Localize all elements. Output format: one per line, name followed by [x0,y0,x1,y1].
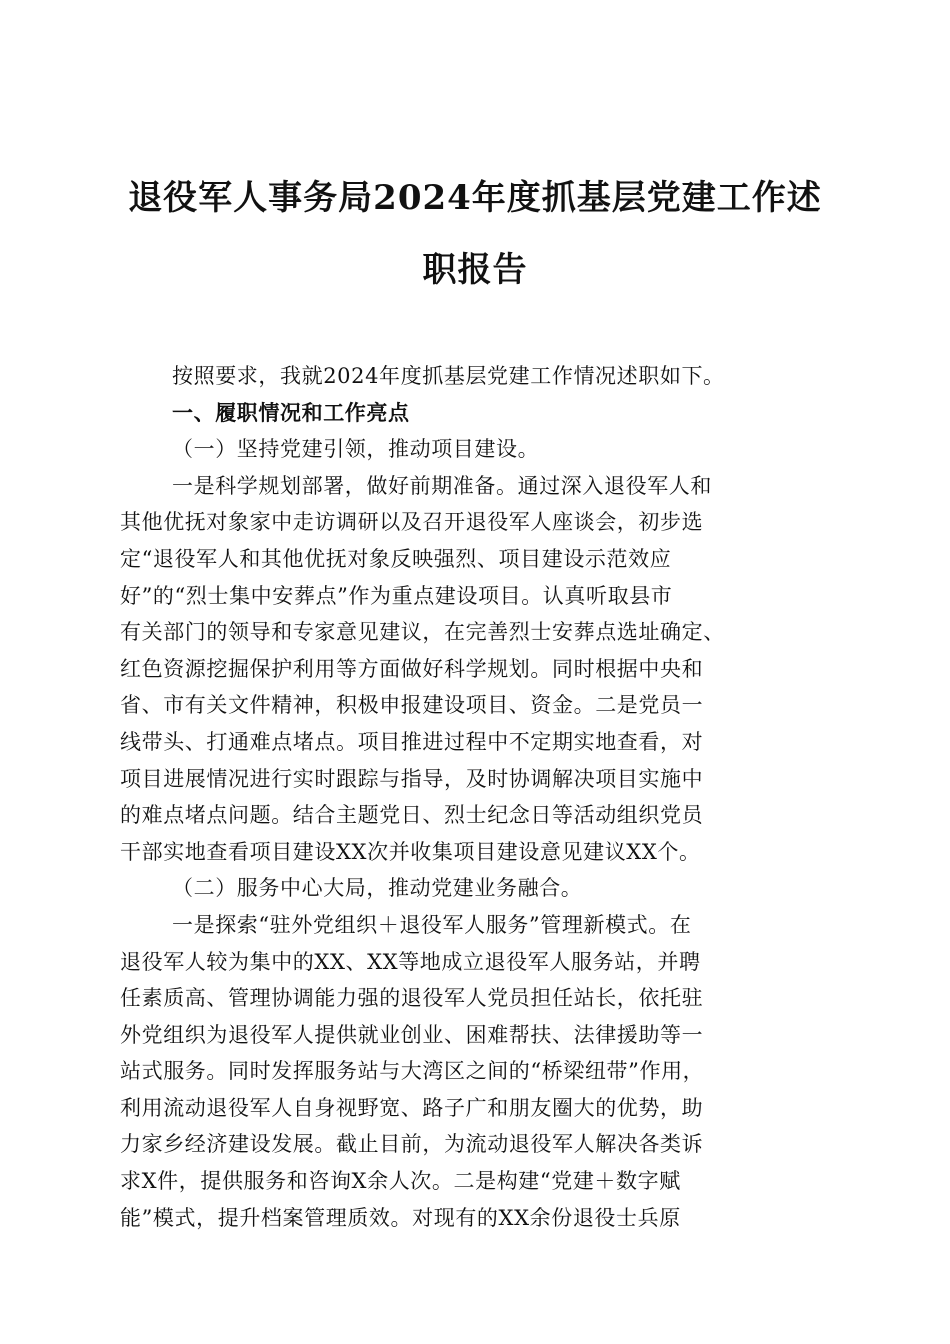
body-line: 站式服务。同时发挥服务站与大湾区之间的“桥梁纽带”作用， [120,1059,705,1084]
body-line: 有关部门的领导和专家意见建议，在完善烈士安葬点选址确定、 [120,620,725,645]
body-line: 的难点堵点问题。结合主题党日、烈士纪念日等活动组织党员 [120,803,704,828]
body-line: 定“退役军人和其他优抚对象反映强烈、项目建设示范效应 [120,546,672,571]
body-line: 一是科学规划部署，做好前期准备。通过深入退役军人和 [172,473,712,498]
intro-paragraph: 按照要求，我就2024年度抓基层党建工作情况述职如下。 [172,364,725,388]
body-line: 干部实地查看项目建设XX次并收集项目建设意见建议XX个。 [120,839,701,864]
document-title-line-1: 退役军人事务局2024年度抓基层党建工作述 [128,178,822,218]
body-line: 好”的“烈士集中安葬点”作为重点建设项目。认真听取县市 [120,583,673,608]
body-line: 线带头、打通难点堵点。项目推进过程中不定期实地查看，对 [120,729,704,754]
body-line: 退役军人较为集中的XX、XX等地成立退役军人服务站，并聘 [120,949,701,974]
document-body [120,358,840,1236]
body-line: 求X件，提供服务和咨询X余人次。二是构建“党建＋数字赋 [120,1169,681,1194]
section-heading-1: 一、履职情况和工作亮点 [172,399,410,425]
body-line: 能”模式，提升档案管理质效。对现有的XX余份退役士兵原 [120,1205,681,1230]
body-line: 红色资源挖掘保护利用等方面做好科学规划。同时根据中央和 [120,656,704,681]
body-line: 外党组织为退役军人提供就业创业、困难帮扶、法律援助等一 [120,1022,704,1047]
body-line: 一是探索“驻外党组织＋退役军人服务”管理新模式。在 [172,912,692,937]
body-line: 任素质高、管理协调能力强的退役军人党员担任站长，依托驻 [120,986,704,1011]
body-line: 项目进展情况进行实时跟踪与指导，及时协调解决项目实施中 [120,766,704,791]
body-line: 力家乡经济建设发展。截止目前，为流动退役军人解决各类诉 [120,1132,704,1157]
body-line: 其他优抚对象家中走访调研以及召开退役军人座谈会，初步选 [120,510,704,535]
subsection-heading-2: （二）服务中心大局，推动党建业务融合。 [172,876,583,901]
document-title-line-2: 职报告 [422,250,528,290]
body-line: 省、市有关文件精神，积极申报建设项目、资金。二是党员一 [120,693,704,718]
subsection-heading-1: （一）坚持党建引领，推动项目建设。 [172,437,540,462]
body-line: 利用流动退役军人自身视野宽、路子广和朋友圈大的优势，助 [120,1095,704,1120]
